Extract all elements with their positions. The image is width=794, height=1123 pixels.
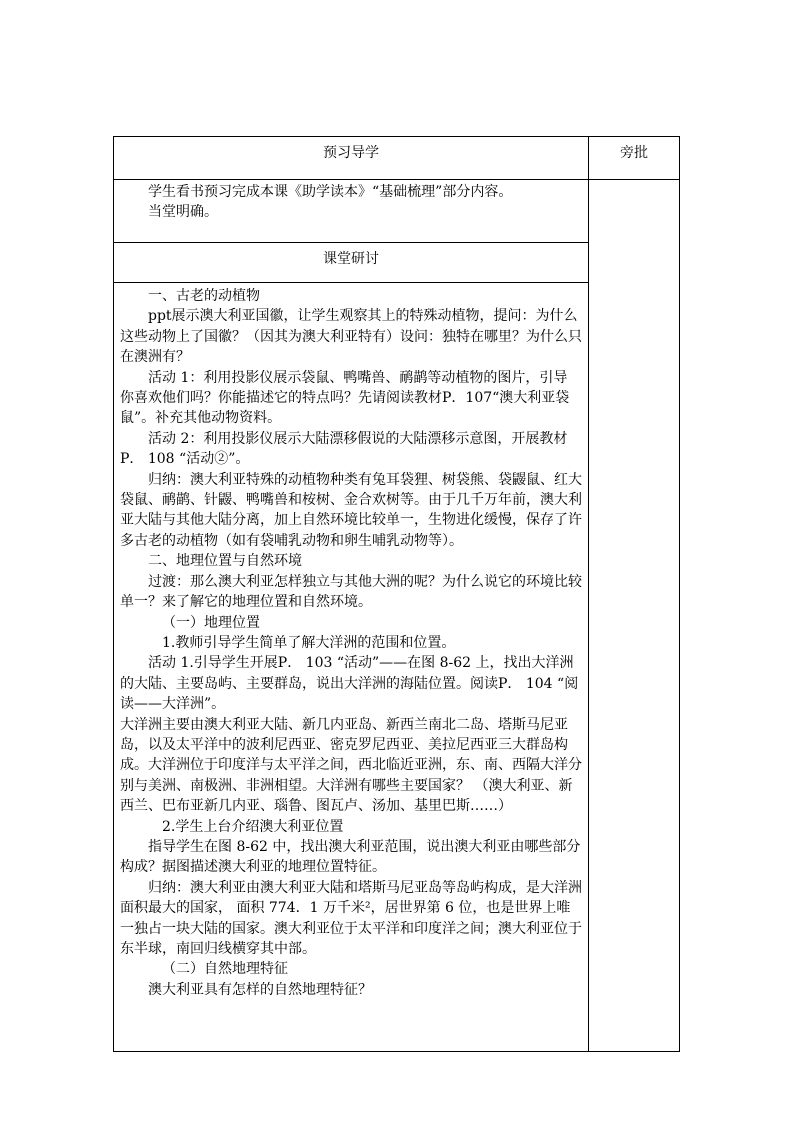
paragraph: 过渡：那么澳大利亚怎样独立与其他大洲的呢？为什么说它的环境比较单一？来了解它的地理位置和自然环境。 xyxy=(120,573,582,611)
lesson-table xyxy=(113,136,680,1052)
column-divider xyxy=(588,137,589,1051)
paragraph: 指导学生在图 8-62 中，找出澳大利亚范围，说出澳大利亚由哪些部分构成？据图描述澳大利亚的地理位置特征。 xyxy=(120,838,581,876)
paragraph: 归纳：澳大利亚由澳大利亚大陆和塔斯马尼亚岛等岛屿构成，是大洋洲面积最大的国家， 面积 774．1 万千米²，居世界第 6 位，也是世界上唯一独占一块大陆的国家。澳大利亚位于太平洋和印度洋之间；澳大利亚位于东半球，南回归线横穿其中部。 xyxy=(120,879,582,957)
paragraph: 澳大利亚具有怎样的自然地理特征？ xyxy=(148,981,372,998)
preview-content xyxy=(120,182,582,223)
header-preview-guide: 预习导学 xyxy=(323,145,379,161)
header-divider xyxy=(114,179,679,180)
subheading-location: （一）地理位置 xyxy=(162,614,260,631)
preview-divider xyxy=(114,242,588,243)
paragraph: 2.学生上台介绍澳大利亚位置 xyxy=(162,818,344,835)
paragraph: 1.教师引导学生简单了解大洋洲的范围和位置。 xyxy=(162,634,456,651)
heading-ancient-species: 一、古老的动植物 xyxy=(148,288,260,304)
paragraph: 归纳：澳大利亚特殊的动植物种类有兔耳袋狸、树袋熊、袋鼹鼠、红大袋鼠、鸸鹋、针鼹、鸭嘴兽和桉树、金合欢树等。由于几千万年前，澳大利亚大陆与其他大陆分离，加上自然环境比较单一，生物进化缓慢，保存了许多古老的动植物（如有袋哺乳动物和卵生哺乳动物等）。 xyxy=(120,471,582,549)
paragraph: 活动 2：利用投影仪展示大陆漂移假说的大陆漂移示意图，开展教材P． 108 “活动②”。 xyxy=(120,430,568,468)
preview-line: 当堂明确。 xyxy=(148,204,218,221)
preview-line: 学生看书预习完成本课《助学读本》“基础梳理”部分内容。 xyxy=(148,184,513,200)
section-title: 课堂研讨 xyxy=(323,251,379,267)
subheading-physical-features: （二）自然地理特征 xyxy=(162,961,288,978)
heading-location-environment: 二、地理位置与自然环境 xyxy=(148,553,302,570)
paragraph: 大洋洲主要由澳大利亚大陆、新几内亚岛、新西兰南北二岛、塔斯马尼亚岛，以及太平洋中的波利尼西亚、密克罗尼西亚、美拉尼西亚三大群岛构成。大洋洲位于印度洋与太平洋之间，西北临近亚洲，东、南、西隔大洋分别与美洲、南极洲、非洲相望。大洋洲有哪些主要国家？ （澳大利亚、新西兰、巴布亚新几内亚、瑙鲁、图瓦卢、汤加、基里巴斯……） xyxy=(120,716,582,815)
paragraph: 活动 1.引导学生开展P． 103 “活动”——在图 8-62 上，找出大洋洲的大陆、主要岛屿、主要群岛，说出大洋洲的海陆位置。阅读P． 104 “阅读——大洋洲”。 xyxy=(120,655,579,713)
paragraph: 活动 1：利用投影仪展示袋鼠、鸭嘴兽、鸸鹋等动植物的图片，引导 你喜欢他们吗？你能描述它的特点吗？先请阅读教材P．107“澳大利亚袋鼠”。补充其他动物资料。 xyxy=(120,369,570,427)
lesson-body xyxy=(120,286,582,1000)
header-side-notes: 旁批 xyxy=(620,145,648,161)
paragraph: ppt展示澳大利亚国徽，让学生观察其上的特殊动植物，提问：为什么这些动物上了国徽？（因其为澳大利亚特有）设问：独特在哪里？为什么只在澳洲有？ xyxy=(120,308,582,366)
section-divider xyxy=(114,282,588,283)
